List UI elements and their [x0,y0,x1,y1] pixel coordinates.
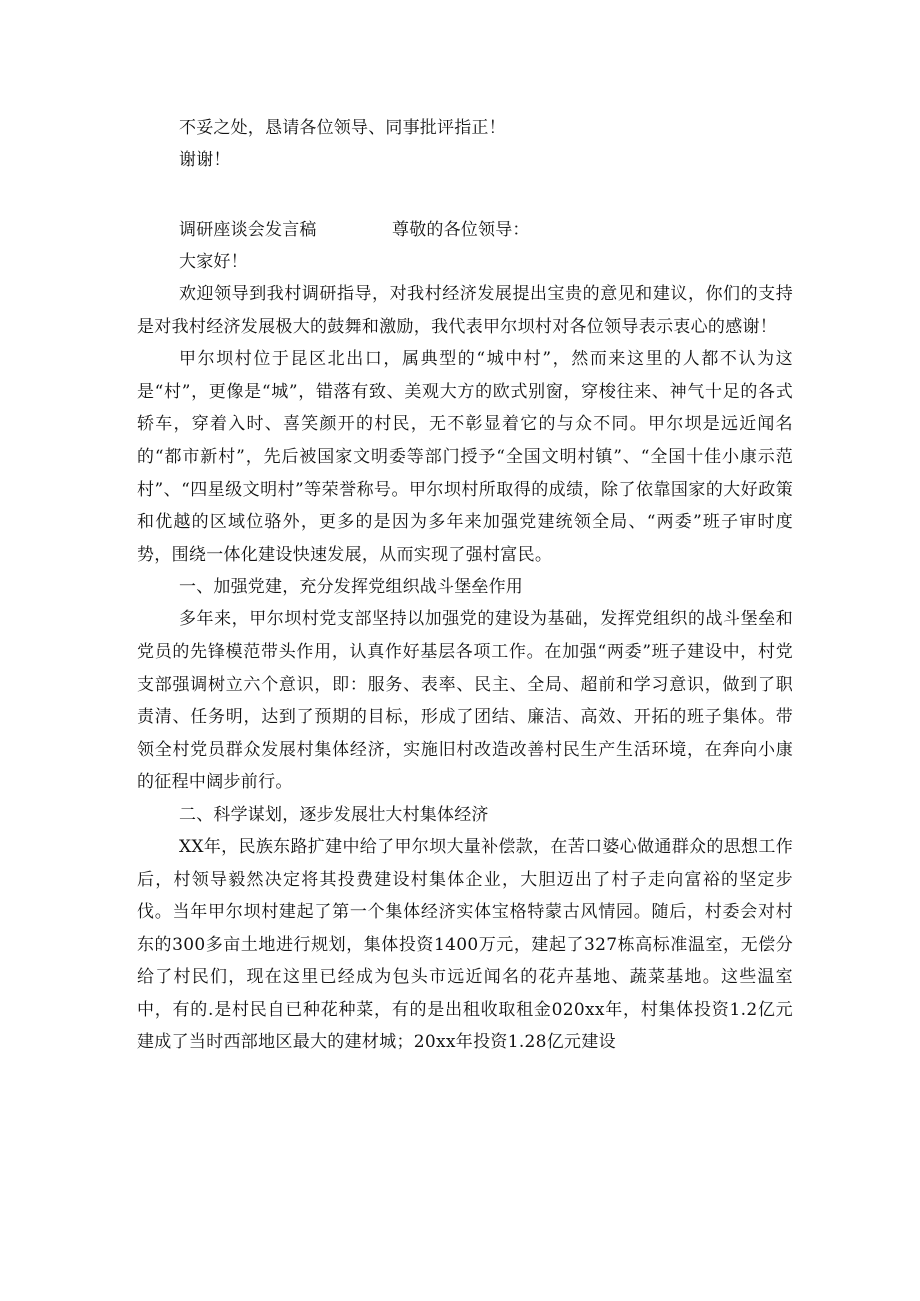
speech-title: 调研座谈会发言稿 [179,220,317,240]
thanks-line: 谢谢！ [179,150,231,170]
section-body-2: XX年，民族东路扩建中给了甲尔坝大量补偿款，在苦口婆心做通群众的思想工作后，村领导毅然决定将其投费建设村集体企业，大胆迈出了村子走向富裕的坚定步伐。当年甲尔坝村建起了第一个集体经济实体宝格特蒙古风情园。随后，村委会对村东的300多亩土地进行规划，集体投资1400万元，建起了327栋高标准温室，无偿分给了村民们，现在这里已经成为包头市远近闻名的花卉基地、蔬菜基地。这些温室中，有的.是村民自已种花种菜，有的是出租收取租金020xx年，村集体投资1.2亿元建成了当时西部地区最大的建材城；20xx年投资1.28亿元建设 [137,836,793,1053]
spacer [137,176,793,214]
title-row [137,214,793,246]
document-body [137,112,793,1059]
closing-line: 不妥之处，恳请各位领导、同事批评指正！ [179,118,506,138]
paragraph-village-intro: 甲尔坝村位于昆区北出口，属典型的“城中村”，然而来这里的人都不认为这是“村”，更像是“城”，错落有致、美观大方的欧式别窗，穿梭往来、神气十足的各式轿车，穿着入时、喜笑颜开的村民，无不彰显着它的与众不同。甲尔坝是远近闻名的“都市新村”，先后被国家文明委等部门授予“全国文明村镇”、“全国十佳小康示范村”、“四星级文明村”等荣誉称号。甲尔坝村所取得的成绩，除了依靠国家的大好政策和优越的区域位骆外，更多的是因为多年来加强党建统领全局、“两委”班子审时度势，围绕一体化建设快速发展，从而实现了强村富民。 [137,349,793,565]
greeting: 大家好！ [179,252,248,272]
paragraph-welcome: 欢迎领导到我村调研指导，对我村经济发展提出宝贵的意见和建议，你们的支持是对我村经济发展极大的鼓舞和激励，我代表甲尔坝村对各位领导表示衷心的感谢！ [137,284,793,337]
salutation: 尊敬的各位领导： [392,220,530,240]
section-heading-1: 一、加强党建，充分发挥党组织战斗堡垒作用 [179,577,523,598]
section-heading-2: 二、科学谋划，逐步发展壮大村集体经济 [179,804,489,825]
section-body-1: 多年来，甲尔坝村党支部坚持以加强党的建设为基础，发挥党组织的战斗堡垒和党员的先锋模范带头作用，认真作好基层各项工作。在加强“两委”班子建设中，村党支部强调树立六个意识，即：服务、表率、民主、全局、超前和学习意识，做到了职责清、任务明，达到了预期的目标，形成了团结、廉洁、高效、开拓的班子集体。带领全村党员群众发展村集体经济，实施旧村改造改善村民生产生活环境，在奔向小康的征程中阔步前行。 [137,609,793,793]
